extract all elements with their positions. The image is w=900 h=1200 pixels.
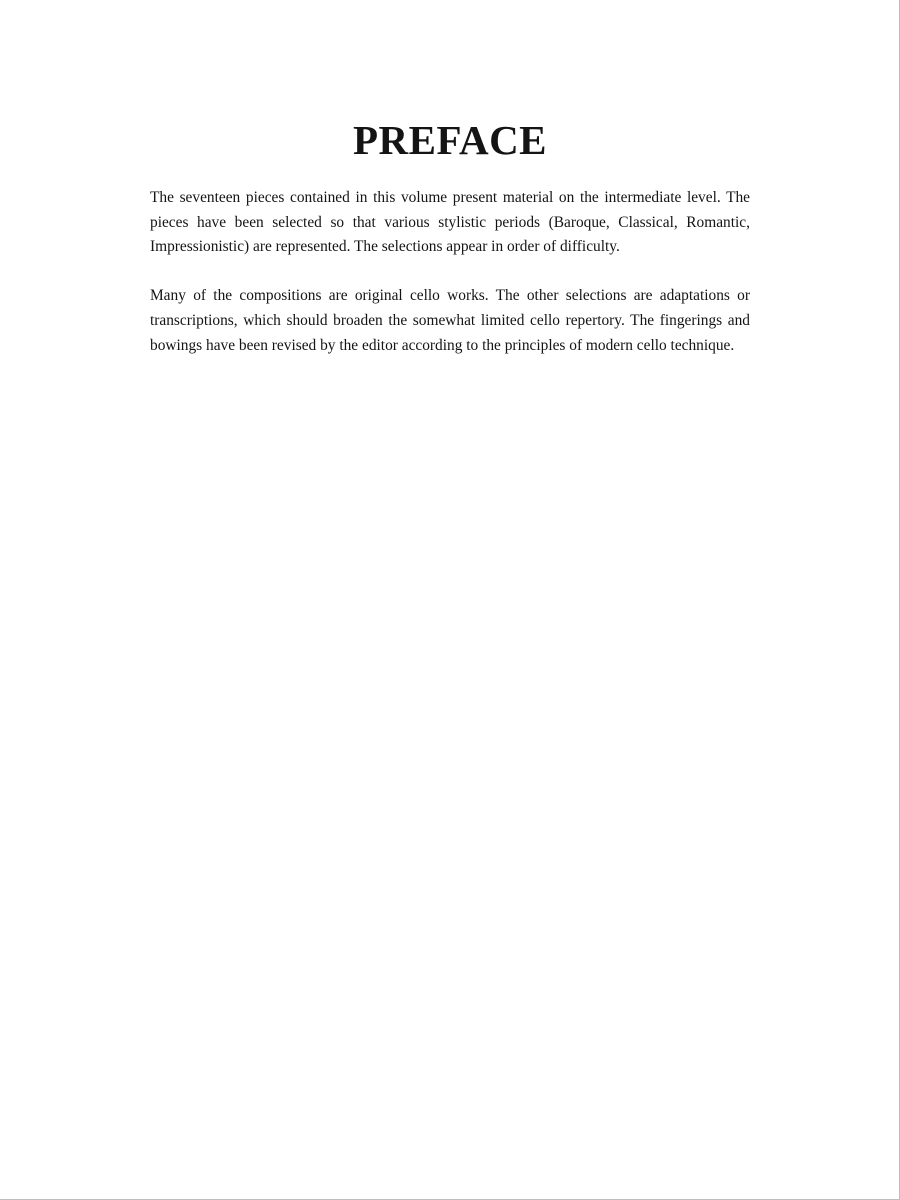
preface-paragraph-1: The seventeen pieces contained in this volume present material on the intermediate level. The pieces have been selected so that various stylistic periods (Baroque, Classical, Romantic, Impressionistic) are represented. The selections appear in order of difficulty. [150,189,750,256]
preface-paragraph-2: Many of the compositions are original cello works. The other selections are adaptations or transcriptions, which should broaden the somewhat limited cello repertory. The fingerings and bowings have been revised by the editor according to the principles of modern cello technique. [150,287,750,354]
page-title: PREFACE [352,117,548,163]
preface-body [150,186,750,382]
